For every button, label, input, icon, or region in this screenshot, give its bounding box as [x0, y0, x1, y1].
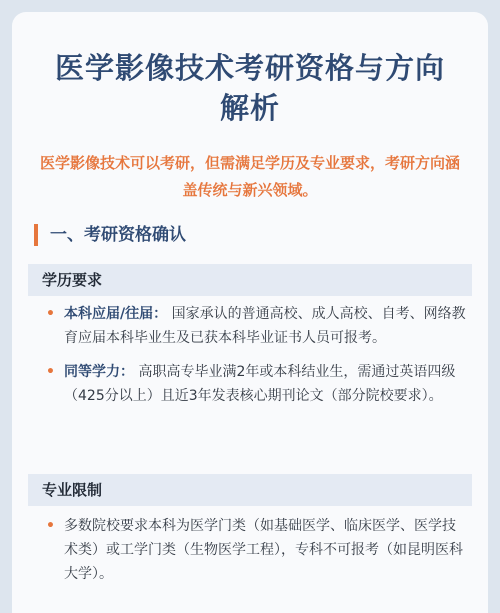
education-requirements-header: 学历要求	[28, 264, 472, 296]
bullet-icon: •	[46, 364, 55, 380]
item-term: 同等学力：	[64, 364, 134, 380]
item-term: 本科应届/往届：	[64, 306, 168, 322]
title-line-1: 医学影像技术考研资格与方向	[54, 51, 445, 85]
section-title: 一、考研资格确认	[50, 225, 186, 245]
bullet-icon: •	[46, 518, 55, 534]
section-heading	[34, 222, 186, 248]
item-text: 多数院校要求本科为医学门类（如基础医学、临床医学、医学技术类）或工学门类（生物医学工程），专科不可报考（如昆明医科大学）。	[64, 518, 463, 582]
major-restrictions-header: 专业限制	[28, 474, 472, 506]
education-requirements-list	[46, 302, 468, 418]
list-item	[46, 360, 468, 408]
list-item	[46, 302, 468, 350]
major-restrictions-list	[46, 514, 468, 596]
page-subtitle: 医学影像技术可以考研，但需满足学历及专业要求，考研方向涵盖传统与新兴领域。	[40, 154, 461, 199]
title-line-2: 解析	[219, 91, 280, 125]
item-text: 国家承认的普通高校、成人高校、自考、网络教育应届本科毕业生及已获本科毕业证书人员可报考。	[64, 306, 466, 346]
bullet-icon: •	[46, 306, 55, 322]
article-card	[12, 12, 488, 613]
section-accent-bar	[34, 224, 38, 246]
list-item	[46, 514, 468, 586]
item-text: 高职高专毕业满2年或本科结业生，需通过英语四级（425分以上）且近3年发表核心期刊论文（部分院校要求）。	[64, 364, 456, 404]
page-title	[12, 48, 488, 128]
